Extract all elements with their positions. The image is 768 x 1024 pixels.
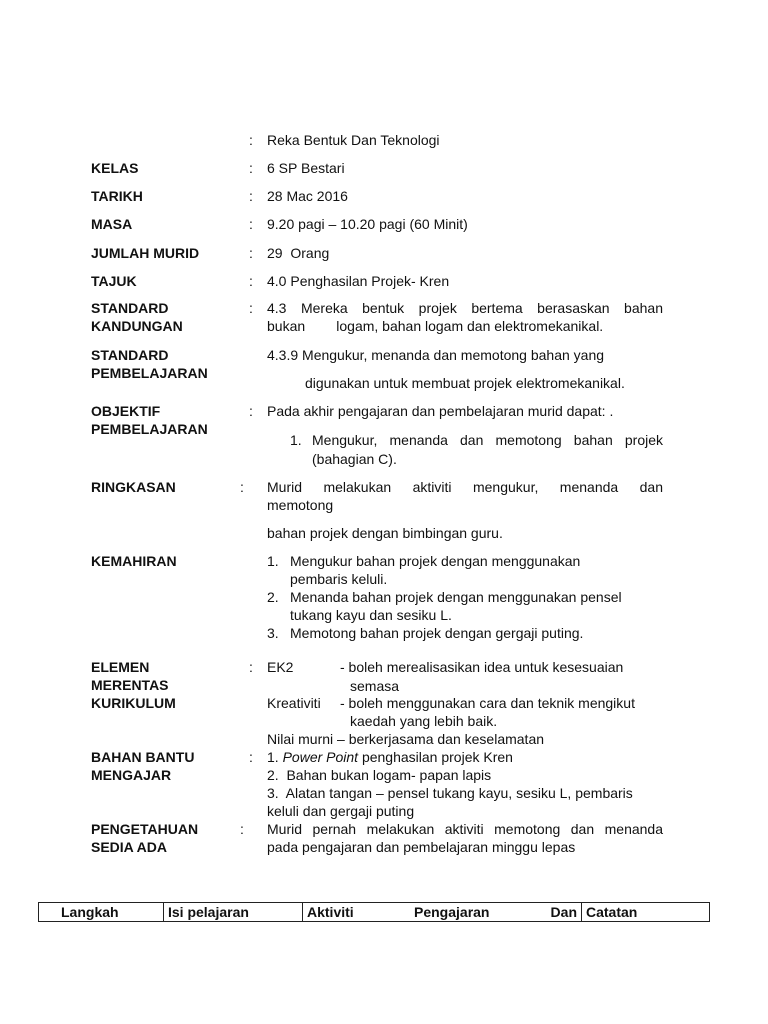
colon: : bbox=[249, 300, 253, 316]
colon: : bbox=[249, 273, 253, 289]
objektif-item-num: 1. bbox=[290, 432, 302, 448]
header-aktiviti-word-2: Pengajaran bbox=[414, 904, 490, 920]
elemen-label-2: MERENTAS bbox=[91, 677, 169, 693]
objektif-item-line-2: (bahagian C). bbox=[312, 451, 397, 467]
pengetahuan-line-1: Murid pernah melakukan aktiviti memotong dan menanda bbox=[267, 821, 663, 837]
colon: : bbox=[249, 216, 253, 232]
item-line-1: Memotong bahan projek dengan gergaji puting. bbox=[290, 625, 584, 641]
lesson-steps-table bbox=[38, 902, 710, 922]
jumlah-murid-value: 29 Orang bbox=[267, 245, 330, 261]
colon: : bbox=[249, 403, 253, 419]
ringkasan-line-1: Murid melakukan aktiviti mengukur, menanda dan bbox=[267, 479, 663, 495]
colon: : bbox=[249, 245, 253, 261]
kreativiti-line-1: - boleh menggunakan cara dan teknik mengikut bbox=[340, 695, 635, 711]
tarikh-value: 28 Mac 2016 bbox=[267, 188, 348, 204]
standard-pembelajaran-line-1: 4.3.9 Mengukur, menanda dan memotong bahan yang bbox=[267, 347, 605, 363]
standard-pembelajaran-label-2: PEMBELAJARAN bbox=[91, 365, 208, 381]
bahan-bantu-item-3-line-2: keluli dan gergaji puting bbox=[267, 803, 415, 819]
objektif-label-1: OBJEKTIF bbox=[91, 403, 161, 419]
item-number: 1. bbox=[267, 553, 279, 569]
kreativiti-line-2: kaedah yang lebih baik. bbox=[350, 713, 498, 729]
tajuk-label: TAJUK bbox=[91, 273, 137, 289]
header-isi-pelajaran: Isi pelajaran bbox=[164, 903, 303, 922]
pengetahuan-label-1: PENGETAHUAN bbox=[91, 821, 199, 837]
item-line-1: Menanda bahan projek dengan menggunakan pensel bbox=[290, 589, 622, 605]
item-number: 3. bbox=[267, 625, 279, 641]
standard-pembelajaran-line-2: digunakan untuk membuat projek elektromekanikal. bbox=[305, 375, 625, 391]
bahan-bantu-label-1: BAHAN BANTU bbox=[91, 749, 195, 765]
nilai-murni: Nilai murni – berkerjasama dan keselamatan bbox=[267, 731, 545, 747]
table-header-row bbox=[39, 903, 710, 922]
masa-value: 9.20 pagi – 10.20 pagi (60 Minit) bbox=[267, 216, 468, 232]
standard-pembelajaran-label-1: STANDARD bbox=[91, 347, 169, 363]
header-aktiviti bbox=[303, 903, 582, 922]
masa-label: MASA bbox=[91, 216, 133, 232]
objektif-item-line-1: Mengukur, menanda dan memotong bahan projek bbox=[312, 432, 663, 448]
bahan-bantu-label-2: MENGAJAR bbox=[91, 767, 172, 783]
colon: : bbox=[249, 132, 253, 148]
colon: : bbox=[249, 659, 253, 675]
item-number: 1. bbox=[267, 749, 279, 765]
colon: : bbox=[240, 479, 244, 495]
ek2-line-1: - boleh merealisasikan idea untuk kesesuaian bbox=[340, 659, 624, 675]
kreativiti-key: Kreativiti bbox=[267, 695, 321, 711]
objektif-intro: Pada akhir pengajaran dan pembelajaran murid dapat: . bbox=[267, 403, 614, 419]
kelas-label: KELAS bbox=[91, 160, 139, 176]
tajuk-value: 4.0 Penghasilan Projek- Kren bbox=[267, 273, 450, 289]
pengetahuan-label-2: SEDIA ADA bbox=[91, 839, 167, 855]
bahan-bantu-item-2: 2. Bahan bukan logam- papan lapis bbox=[267, 767, 492, 783]
pengetahuan-line-2: pada pengajaran dan pembelajaran minggu lepas bbox=[267, 839, 576, 855]
item-1-rest: penghasilan projek Kren bbox=[358, 749, 513, 765]
kelas-value: 6 SP Bestari bbox=[267, 160, 345, 176]
jumlah-murid-label: JUMLAH MURID bbox=[91, 245, 200, 261]
colon: : bbox=[240, 821, 244, 837]
kemahiran-label: KEMAHIRAN bbox=[91, 553, 177, 569]
bahan-bantu-item-3-line-1: 3. Alatan tangan – pensel tukang kayu, sesiku L, pembaris bbox=[267, 785, 633, 801]
header-catatan: Catatan bbox=[582, 903, 710, 922]
colon: : bbox=[249, 160, 253, 176]
bahan-bantu-item-1 bbox=[267, 748, 663, 766]
colon: : bbox=[249, 188, 253, 204]
item-line-2: pembaris keluli. bbox=[290, 571, 388, 587]
ek2-line-2: semasa bbox=[350, 678, 400, 694]
header-aktiviti-word-1: Aktiviti bbox=[307, 904, 354, 920]
standard-kandungan-line-2: bukan logam, bahan logam dan elektromekanikal. bbox=[267, 318, 604, 334]
item-line-1: Mengukur bahan projek dengan menggunakan bbox=[290, 553, 581, 569]
ringkasan-label: RINGKASAN bbox=[91, 479, 176, 495]
tarikh-label: TARIKH bbox=[91, 188, 143, 204]
power-point-text: Power Point bbox=[282, 749, 359, 765]
header-aktiviti-word-3: Dan bbox=[550, 904, 577, 920]
item-number: 2. bbox=[267, 589, 279, 605]
elemen-label-3: KURIKULUM bbox=[91, 695, 176, 711]
header-langkah: Langkah bbox=[39, 903, 164, 922]
colon: : bbox=[249, 749, 253, 765]
subject-value: Reka Bentuk Dan Teknologi bbox=[267, 132, 440, 148]
standard-kandungan-label-1: STANDARD bbox=[91, 300, 169, 316]
ek2-key: EK2 bbox=[267, 659, 294, 675]
ringkasan-line-2: memotong bbox=[267, 497, 334, 513]
standard-kandungan-line-1: 4.3 Mereka bentuk projek bertema berasaskan bahan bbox=[267, 300, 663, 316]
ringkasan-line-3: bahan projek dengan bimbingan guru. bbox=[267, 525, 503, 541]
item-line-2: tukang kayu dan sesiku L. bbox=[290, 607, 452, 623]
objektif-label-2: PEMBELAJARAN bbox=[91, 421, 208, 437]
elemen-label-1: ELEMEN bbox=[91, 659, 150, 675]
standard-kandungan-label-2: KANDUNGAN bbox=[91, 318, 183, 334]
